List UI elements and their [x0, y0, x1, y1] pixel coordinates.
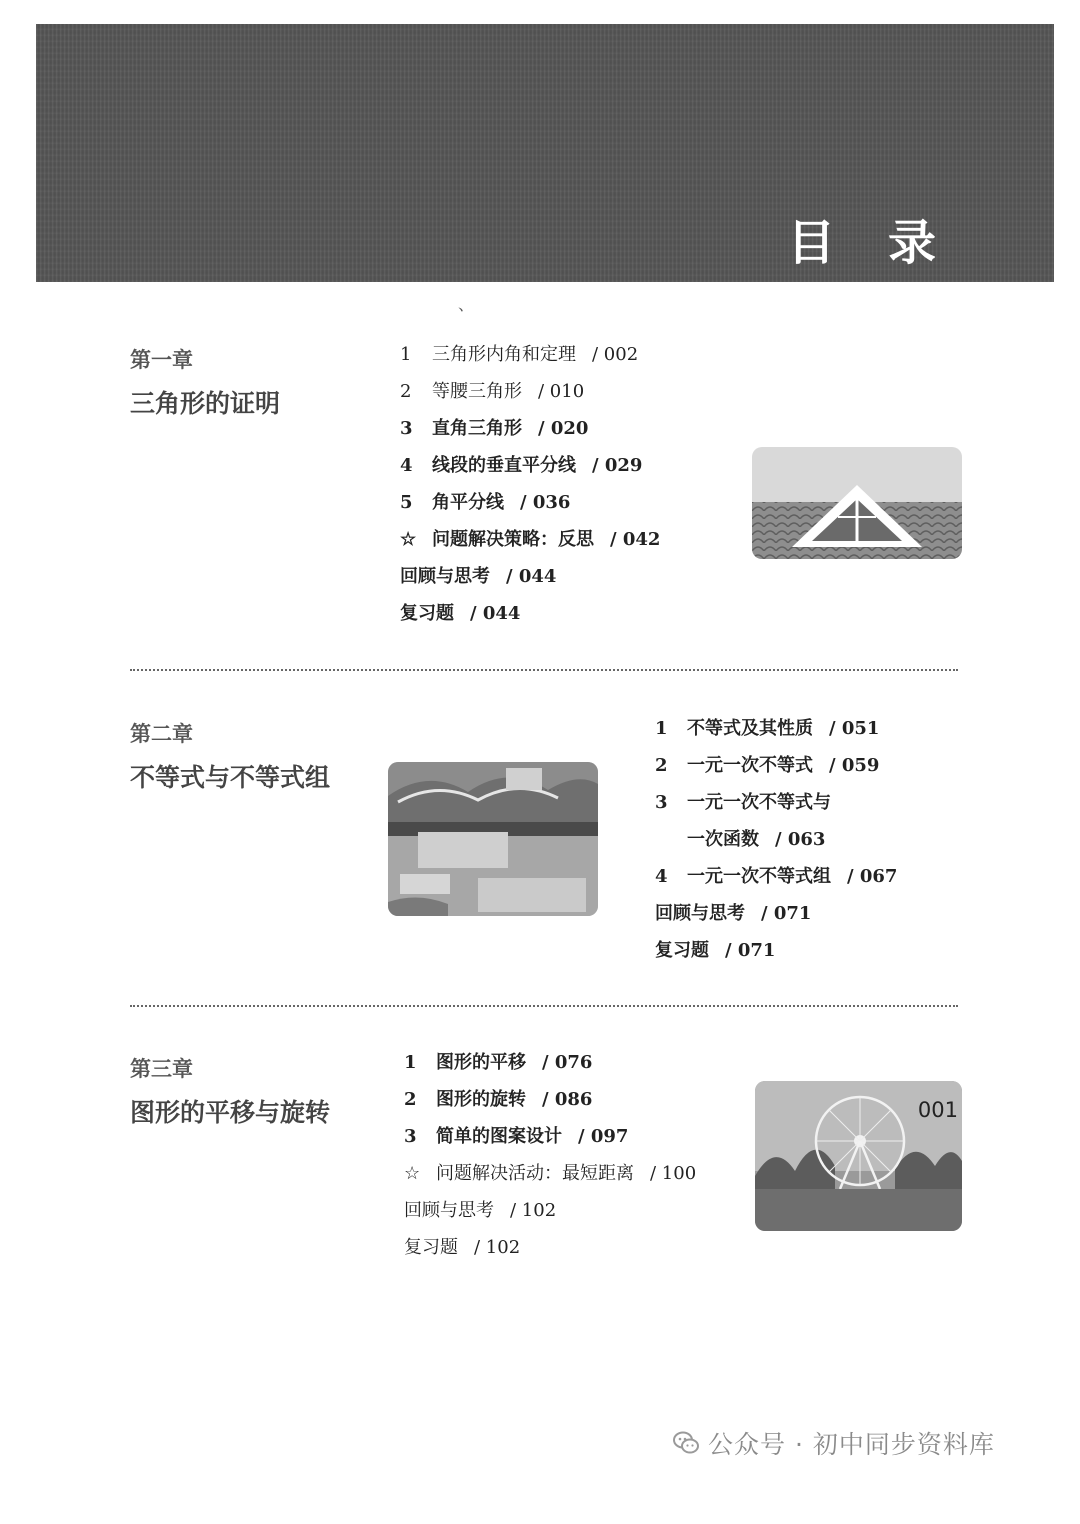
toc-item-title: 回顾与思考	[400, 566, 490, 587]
stray-mark: 、	[458, 295, 475, 314]
toc-item-page: / 020	[538, 418, 589, 439]
toc-item-page: / 063	[775, 829, 826, 850]
chapter-1-title: 三角形的证明	[130, 389, 281, 418]
chapter-3-label: 第三章	[130, 1057, 193, 1081]
chapter-divider	[130, 669, 958, 671]
toc-item-title: 回顾与思考	[404, 1200, 494, 1221]
toc-item-page: / 044	[470, 603, 521, 624]
chapter-3-toc	[404, 1044, 696, 1266]
toc-item[interactable]	[655, 747, 897, 784]
toc-item[interactable]	[400, 558, 660, 595]
toc-item[interactable]	[404, 1044, 696, 1081]
chapter-1-label: 第一章	[130, 348, 193, 372]
toc-item[interactable]	[404, 1192, 696, 1229]
toc-item[interactable]	[655, 710, 897, 747]
toc-item-page: / 071	[761, 903, 812, 924]
star-icon: ☆	[400, 529, 417, 550]
toc-item-page: / 097	[578, 1126, 629, 1147]
toc-item-number: 3	[404, 1126, 417, 1147]
toc-item-title: 复习题	[655, 940, 709, 961]
toc-item-title: 问题解决策略：反思	[432, 529, 594, 550]
toc-item[interactable]	[400, 484, 660, 521]
toc-item-page: / 036	[520, 492, 571, 513]
toc-item[interactable]	[400, 447, 660, 484]
toc-item-number: 4	[400, 455, 413, 476]
toc-item[interactable]	[400, 521, 660, 558]
toc-item-number: 1	[404, 1052, 417, 1073]
toc-item-title: 复习题	[404, 1237, 458, 1258]
toc-item[interactable]	[404, 1118, 696, 1155]
chapter-3-title: 图形的平移与旋转	[130, 1098, 331, 1127]
toc-item-page: / 059	[829, 755, 880, 776]
toc-item[interactable]	[655, 895, 897, 932]
toc-item[interactable]	[400, 410, 660, 447]
toc-item-page: / 067	[847, 866, 898, 887]
toc-item-title: 问题解决活动：最短距离	[436, 1163, 634, 1184]
toc-item-page: / 002	[592, 344, 639, 365]
toc-item-number: 1	[655, 718, 668, 739]
toc-item[interactable]	[655, 858, 897, 895]
toc-item-title: 角平分线	[432, 492, 504, 513]
toc-item[interactable]	[404, 1155, 696, 1192]
toc-item-page: / 076	[542, 1052, 593, 1073]
toc-item-title: 三角形内角和定理	[432, 344, 576, 365]
toc-item-page: / 071	[725, 940, 776, 961]
toc-item[interactable]	[655, 784, 897, 821]
toc-item-title: 线段的垂直平分线	[432, 455, 576, 476]
toc-item-title: 一元一次不等式组	[687, 866, 831, 887]
toc-item-page: / 100	[650, 1163, 697, 1184]
chapter-2-title: 不等式与不等式组	[130, 763, 331, 792]
toc-item-title: 不等式及其性质	[687, 718, 813, 739]
toc-item-page: / 102	[474, 1237, 521, 1258]
toc-item-page: / 086	[542, 1089, 593, 1110]
toc-item-number: 3	[400, 418, 413, 439]
building-photo	[388, 762, 598, 916]
toc-item-title: 简单的图案设计	[436, 1126, 562, 1147]
toc-item-title: 直角三角形	[432, 418, 522, 439]
toc-item-title: 复习题	[400, 603, 454, 624]
toc-item-page: / 051	[829, 718, 880, 739]
toc-item[interactable]	[655, 932, 897, 969]
chapter-2-toc	[655, 710, 897, 969]
toc-item-number: 1	[400, 344, 412, 365]
toc-item-number: 3	[655, 792, 668, 813]
watermark-text: 公众号 · 初中同步资料库	[708, 1430, 995, 1459]
toc-item-page: / 044	[506, 566, 557, 587]
toc-item-title: 一元一次不等式	[687, 755, 813, 776]
toc-item-page: / 102	[510, 1200, 557, 1221]
page-number: 001	[917, 1098, 958, 1122]
toc-item[interactable]	[400, 336, 660, 373]
toc-item-number: 5	[400, 492, 413, 513]
toc-item-number: 2	[404, 1089, 417, 1110]
toc-item-number: 4	[655, 866, 668, 887]
toc-item-title: 一次函数	[687, 829, 759, 850]
header-banner	[36, 24, 1054, 282]
toc-item-page: / 042	[610, 529, 661, 550]
roof-photo	[752, 447, 962, 559]
toc-item-title: 等腰三角形	[432, 381, 522, 402]
page-title: 目 录	[787, 215, 954, 271]
toc-item-page: / 029	[592, 455, 643, 476]
chapter-1-toc	[400, 336, 660, 632]
toc-item-title: 回顾与思考	[655, 903, 745, 924]
toc-item-title: 一元一次不等式与	[687, 792, 831, 813]
toc-item-number: 2	[655, 755, 668, 776]
toc-item-title: 图形的平移	[436, 1052, 526, 1073]
toc-item[interactable]	[400, 595, 660, 632]
chapter-divider	[130, 1005, 958, 1007]
toc-item[interactable]	[404, 1081, 696, 1118]
star-icon: ☆	[404, 1163, 421, 1184]
toc-item[interactable]	[655, 821, 897, 858]
toc-item-title: 图形的旋转	[436, 1089, 526, 1110]
toc-item-page: / 010	[538, 381, 585, 402]
toc-item[interactable]	[404, 1229, 696, 1266]
toc-item[interactable]	[400, 373, 660, 410]
chapter-2-label: 第二章	[130, 722, 193, 746]
toc-item-number: 2	[400, 381, 412, 402]
wechat-icon	[672, 1429, 700, 1457]
watermark	[672, 1425, 995, 1461]
